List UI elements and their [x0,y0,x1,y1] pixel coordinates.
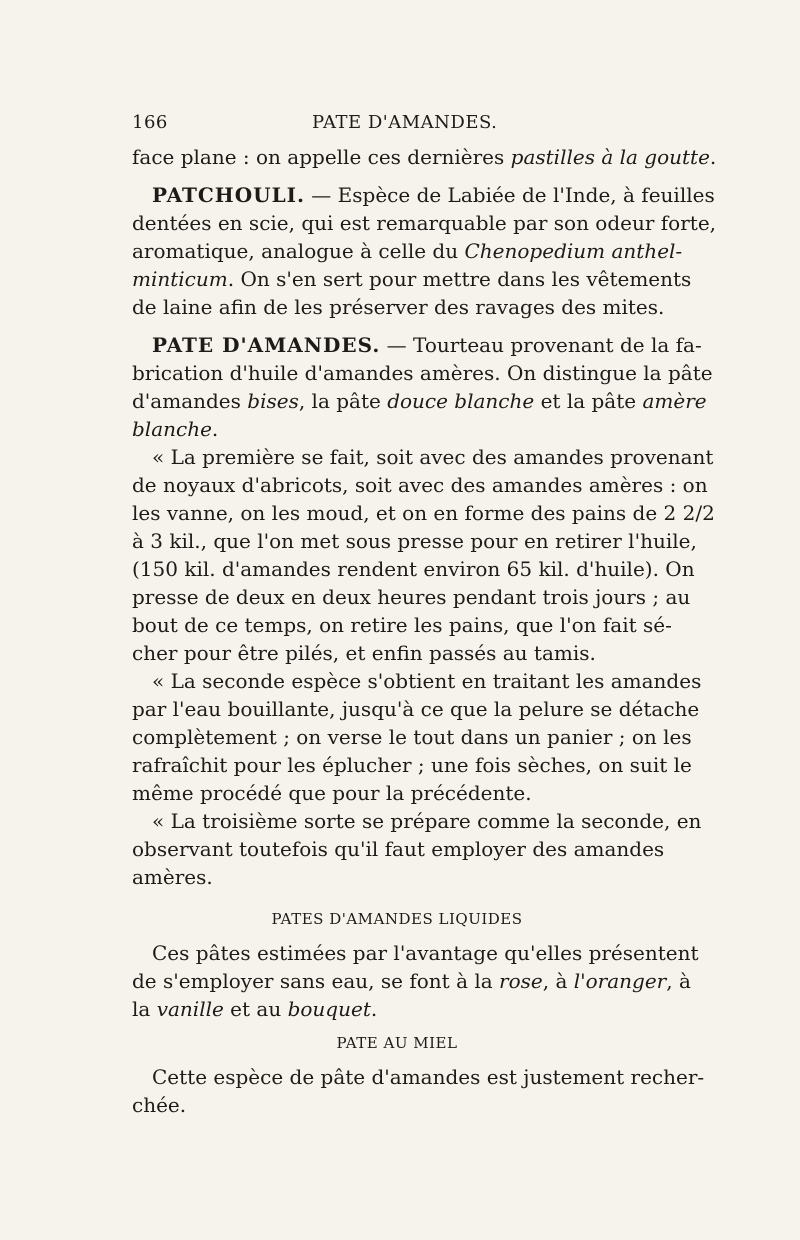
running-title: PATE D'AMANDES. [312,112,498,133]
text-line: Cette espèce de pâte d'amandes est justement recher- [152,1065,705,1089]
text-line: « La première se fait, soit avec des amandes provenant [152,445,714,469]
text-line: blanche. [132,417,219,441]
section-title-liquides: PATES D'AMANDES LIQUIDES [271,910,523,928]
page-number: 166 [132,112,168,133]
text-line: aromatique, analogue à celle du Chenopedium anthel- [132,239,683,263]
text-line: d'amandes bises, la pâte douce blanche et la pâte amère [132,389,707,413]
text-line: rafraîchit pour les éplucher ; une fois sèches, on suit le [132,753,692,777]
text-line: brication d'huile d'amandes amères. On distingue la pâte [132,361,713,385]
text-line: de s'employer sans eau, se font à la rose, à l'oranger, à [132,969,691,993]
text-line: de laine afin de les préserver des ravages des mites. [132,295,665,319]
text-line: la vanille et au bouquet. [132,997,378,1021]
text-line: « La seconde espèce s'obtient en traitant les amandes [152,669,702,693]
text-line: cher pour être pilés, et enfin passés au tamis. [132,641,596,665]
entry-term-patchouli: PATCHOULI. [152,183,305,207]
text-line: complètement ; on verse le tout dans un panier ; on les [132,725,692,749]
body-text [132,143,717,1119]
text-line: bout de ce temps, on retire les pains, que l'on fait sé- [132,613,672,637]
text-line: presse de deux en deux heures pendant trois jours ; au [132,585,691,609]
text-line: minticum. On s'en sert pour mettre dans les vêtements [132,267,692,291]
text-line: face plane : on appelle ces dernières pastilles à la goutte. [132,145,717,169]
text-line: Ces pâtes estimées par l'avantage qu'elles présentent [152,941,699,965]
text-line: amères. [132,865,213,889]
text-line: dentées en scie, qui est remarquable par son odeur forte, [132,211,717,235]
text-line: de noyaux d'abricots, soit avec des amandes amères : on [132,473,708,497]
text-line: chée. [132,1093,187,1117]
text-line: par l'eau bouillante, jusqu'à ce que la pelure se détache [132,697,700,721]
entry-patchouli-heading-line: PATCHOULI. — Espèce de Labiée de l'Inde, à feuilles [152,183,715,207]
entry-pate-amandes-heading-line: PATE D'AMANDES. — Tourteau provenant de la fa- [152,333,702,357]
text-line: les vanne, on les moud, et on en forme des pains de 2 2/2 [132,501,715,525]
text-line: à 3 kil., que l'on met sous presse pour en retirer l'huile, [132,529,697,553]
text-line: (150 kil. d'amandes rendent environ 65 kil. d'huile). On [132,557,695,581]
section-title-miel: PATE AU MIEL [336,1034,458,1052]
entry-term-pate-amandes: PATE D'AMANDES. [152,333,381,357]
page-header [132,112,662,142]
text-line: « La troisième sorte se prépare comme la seconde, en [152,809,702,833]
text-line: observant toutefois qu'il faut employer des amandes [132,837,665,861]
text-line: même procédé que pour la précédente. [132,781,532,805]
